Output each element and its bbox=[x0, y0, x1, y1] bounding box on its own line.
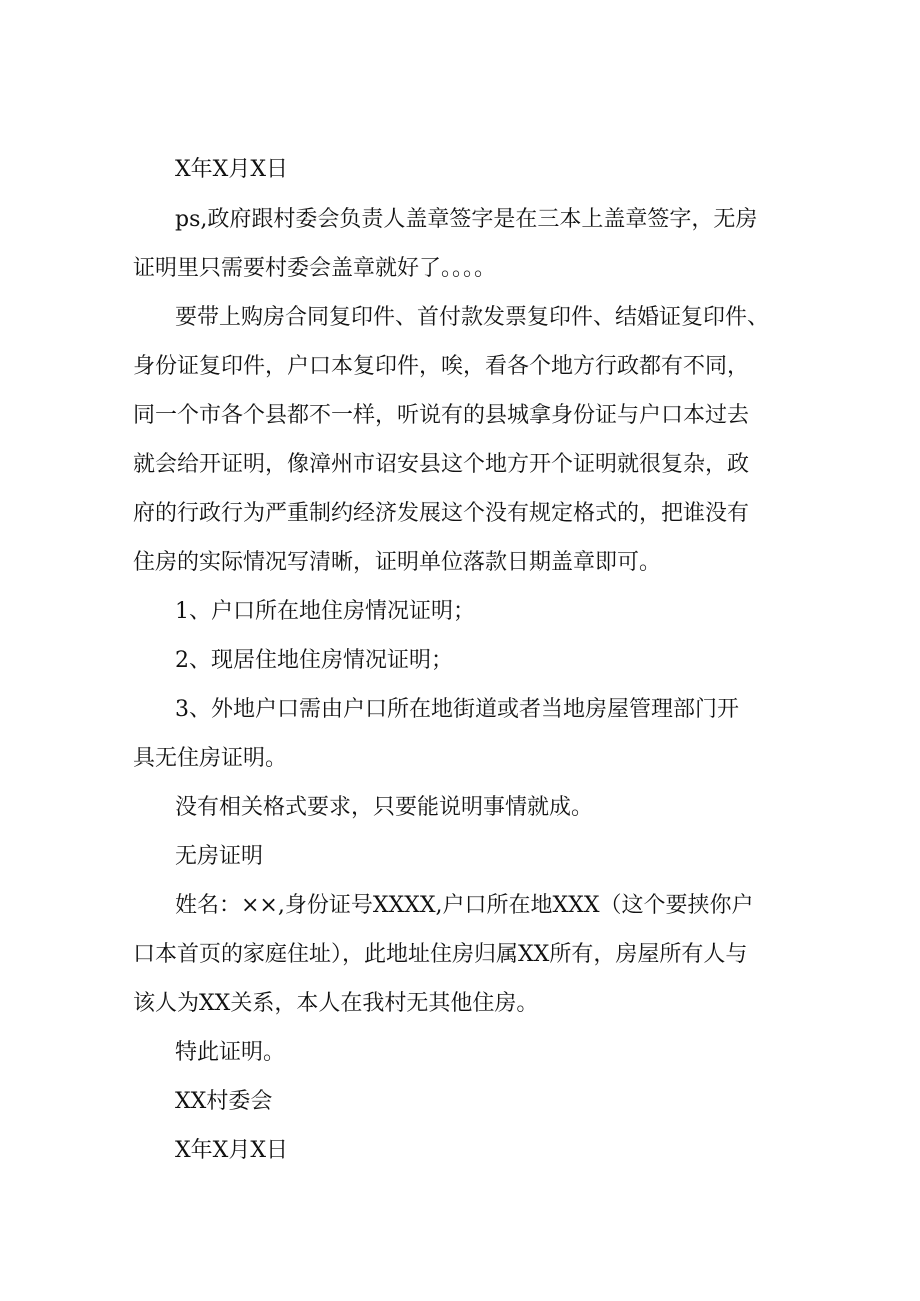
paragraph-line: 住房的实际情况写清晰，证明单位落款日期盖章即可。 bbox=[133, 550, 662, 575]
list-item: 2、现居住地住房情况证明； bbox=[175, 648, 453, 673]
format-note: 没有相关格式要求，只要能说明事情就成。 bbox=[175, 795, 594, 820]
certificate-body-line: 口本首页的家庭住址），此地址住房归属XX所有，房屋所有人与 bbox=[133, 942, 748, 967]
list-item-continuation: 具无住房证明。 bbox=[133, 746, 288, 771]
date-top: X年X月X日 bbox=[175, 157, 288, 182]
ps-note-line: 证明里只需要村委会盖章就好了。。。。 bbox=[133, 256, 497, 281]
certificate-date: X年X月X日 bbox=[175, 1138, 288, 1163]
list-item: 3、外地户口需由户口所在地街道或者当地房屋管理部门开 bbox=[175, 697, 739, 722]
paragraph-line: 就会给开证明，像漳州市诏安县这个地方开个证明就很复杂，政 bbox=[133, 452, 750, 477]
certificate-issuer: XX村委会 bbox=[175, 1089, 273, 1114]
list-item: 1、户口所在地住房情况证明； bbox=[175, 599, 475, 624]
certificate-closing: 特此证明。 bbox=[175, 1040, 286, 1065]
certificate-title: 无房证明 bbox=[175, 844, 264, 869]
paragraph-line: 身份证复印件，户口本复印件，唉，看各个地方行政都有不同， bbox=[133, 354, 750, 379]
certificate-body-line: 该人为XX关系，本人在我村无其他住房。 bbox=[133, 991, 539, 1016]
certificate-body-line: 姓名：××,身份证号XXXX,户口所在地XXX（这个要挟你户 bbox=[175, 893, 754, 918]
paragraph-line: 府的行政行为严重制约经济发展这个没有规定格式的，把谁没有 bbox=[133, 501, 750, 526]
paragraph-line: 要带上购房合同复印件、首付款发票复印件、结婚证复印件、 bbox=[175, 305, 770, 330]
ps-note-line: ps,政府跟村委会负责人盖章签字是在三本上盖章签字，无房 bbox=[175, 207, 758, 232]
paragraph-line: 同一个市各个县都不一样，听说有的县城拿身份证与户口本过去 bbox=[133, 403, 750, 428]
